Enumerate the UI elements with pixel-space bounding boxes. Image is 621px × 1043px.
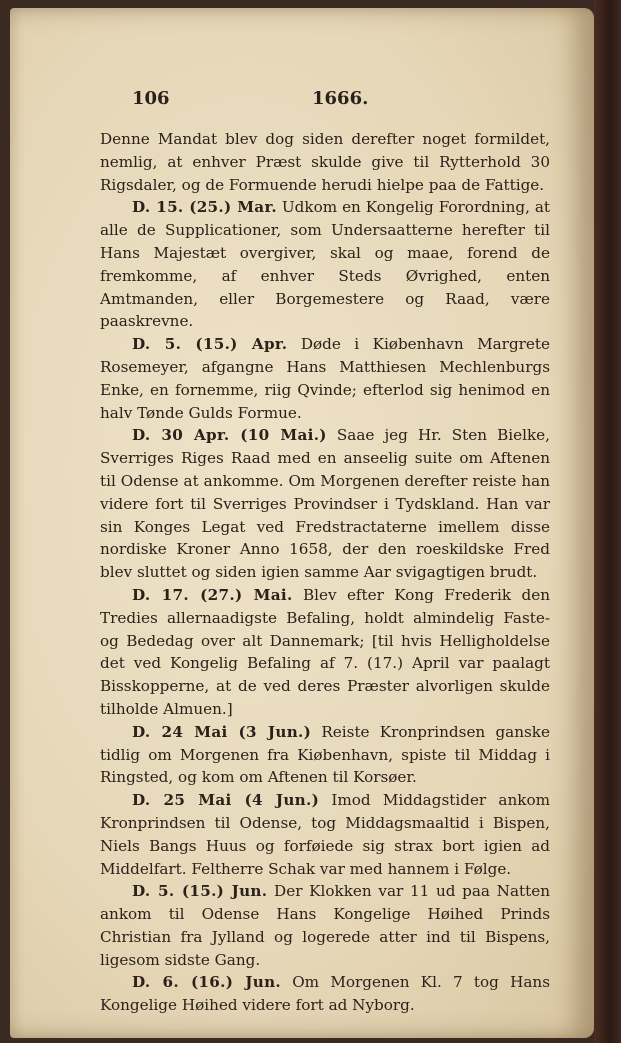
paragraph	[100, 333, 550, 424]
paragraph	[100, 196, 550, 333]
paragraph	[100, 424, 550, 584]
entry-date: D. 17. (27.) Mai.	[132, 585, 293, 604]
entry-date: D. 15. (25.) Mar.	[132, 198, 277, 217]
entry-date: D. 25 Mai (4 Jun.)	[132, 791, 320, 810]
paragraph-text: Om Morgenen Kl. 7 tog Hans Kongelige Høihed videre fort ad Nyborg.	[100, 973, 550, 1015]
page-number: 106	[132, 88, 170, 109]
book-spine	[594, 0, 621, 1043]
paragraph	[100, 721, 550, 789]
paragraph	[100, 880, 550, 971]
entry-date: D. 5. (15.) Jun.	[132, 882, 268, 901]
paragraph-text: Døde i Kiøbenhavn Margrete Rosemeyer, afgangne Hans Matthiesen Mechlenburgs Enke, en fornemme, riig Qvinde; efterlod sig henimod en halv Tønde Gulds Formue.	[100, 335, 551, 422]
paragraph-text: Blev efter Kong Frederik den Tredies allernaadigste Befaling, holdt almindelig Faste- og Bededag over alt Dannemark; [til hvis Helligholdelse det ved Kongelig Befaling af 7. (17.) April var paalagt Bisskopperne, at de ved deres Præster alvorligen skulde tilholde Almuen.]	[100, 585, 551, 718]
paragraph-text: Saae jeg Hr. Sten Bielke, Sverriges Riges Raad med en anseelig suite om Aftenen til Odense at ankomme. Om Morgenen derefter reiste han videre fort til Sverriges Provindser i Tydskland. Han var sin Konges Legat ved Fredstractaterne imellem disse nordiske Kroner Anno 1658, der den roeskildske Fred blev sluttet og siden igien samme Aar svigagtigen brudt.	[100, 426, 550, 582]
paragraph-text: Reiste Kronprindsen ganske tidlig om Morgenen fra Kiøbenhavn, spiste til Middag i Ringsted, og kom om Aftenen til Korsøer.	[100, 722, 550, 787]
paragraph-text: Udkom en Kongelig Forordning, at alle de Supplicationer, som Undersaatterne herefter til Hans Majestæt overgiver, skal og maae, forend de fremkomme, af enhver Steds Øvrighed, enten Amtmanden, eller Borgemestere og Raad, være paaskrevne.	[100, 198, 550, 331]
entry-date: D. 30 Apr. (10 Mai.)	[132, 426, 327, 445]
paragraph-text: Denne Mandat blev dog siden derefter noget formildet, nemlig, at enhver Præst skulde give til Rytterhold 30 Rigsdaler, og de Formuende herudi hielpe paa de Fattige.	[100, 130, 550, 194]
entry-date: D. 6. (16.) Jun.	[132, 973, 281, 992]
paragraph	[100, 584, 550, 721]
paragraph-text: Der Klokken var 11 ud paa Natten ankom til Odense Hans Kongelige Høihed Prinds Christian fra Jylland og logerede atter ind til Bispens, ligesom sidste Gang.	[100, 882, 550, 969]
paragraph	[100, 128, 550, 196]
entry-date: D. 5. (15.) Apr.	[132, 335, 288, 354]
paragraph-text: Imod Middagstider ankom Kronprindsen til Odense, tog Middagsmaaltid i Bispen, Niels Bangs Huus og forføiede sig strax bort igien ad Middelfart. Feltherre Schak var med hannem i Følge.	[100, 791, 550, 878]
paragraph	[100, 971, 550, 1017]
running-title-year: 1666.	[312, 88, 369, 109]
paragraph	[100, 789, 550, 880]
body-text	[100, 128, 550, 1017]
page-header	[132, 88, 552, 110]
entry-date: D. 24 Mai (3 Jun.)	[132, 722, 312, 741]
